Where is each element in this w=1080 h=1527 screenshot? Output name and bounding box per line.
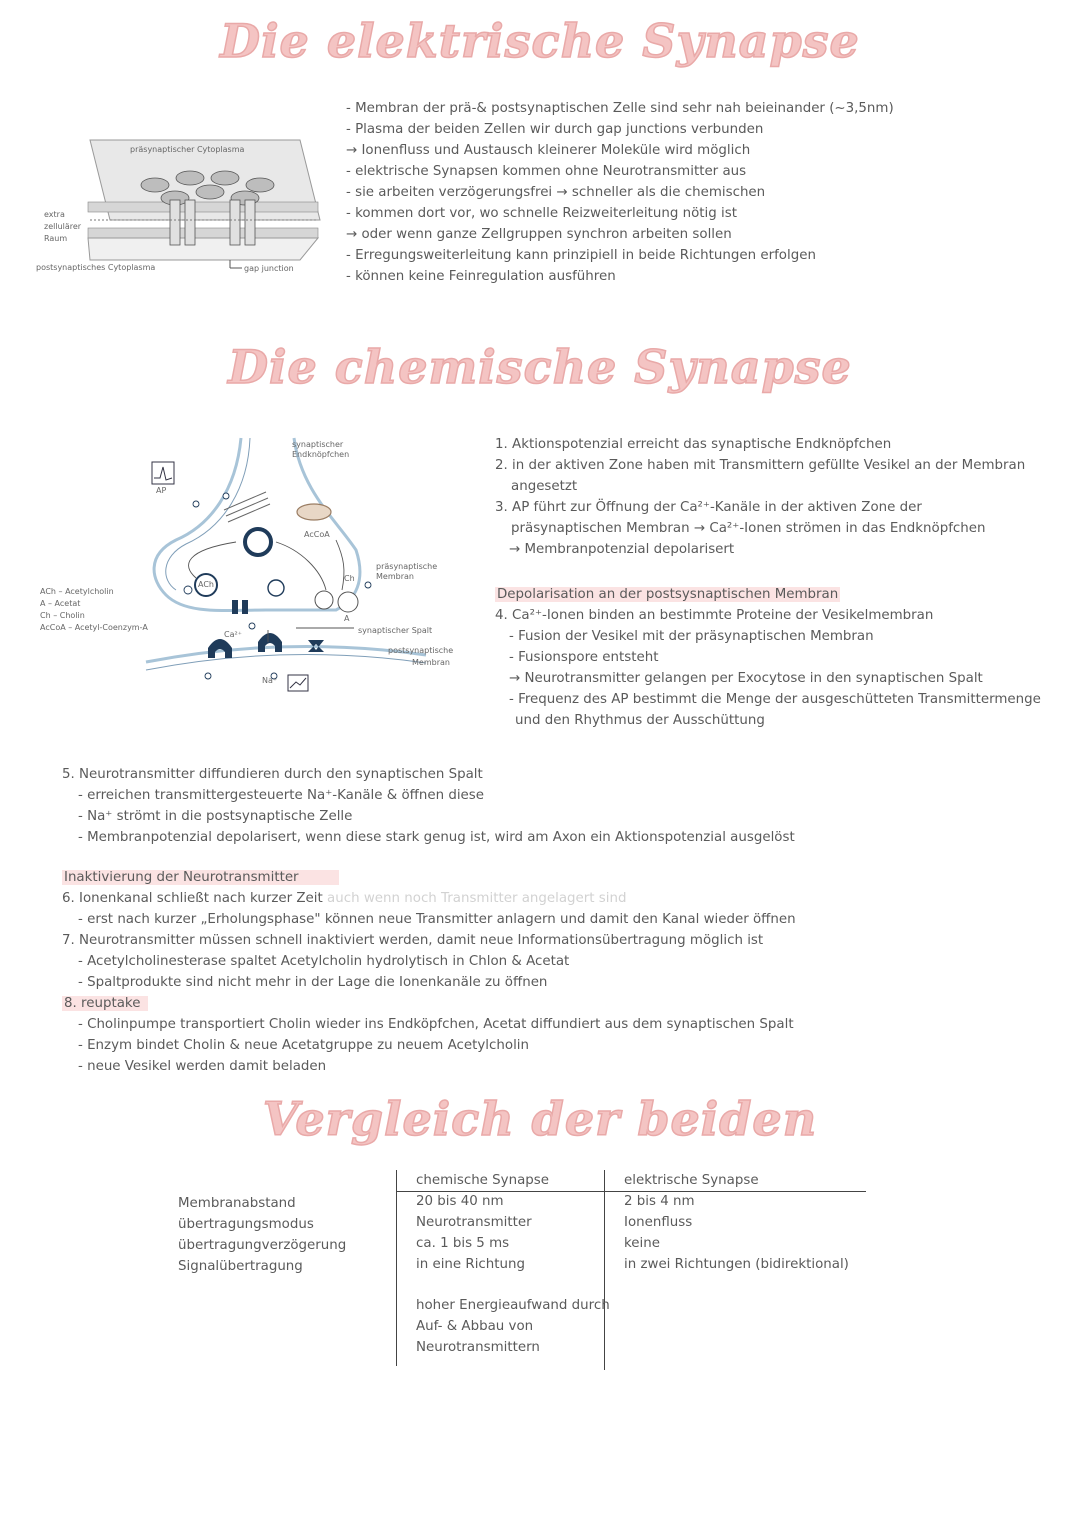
ch-label: Ch xyxy=(344,574,355,583)
pre-membrane-label-2: Membran xyxy=(376,572,414,581)
electrical-synapse-notes xyxy=(346,98,894,287)
reuptake-heading: 8. reuptake xyxy=(62,996,148,1011)
cell: ca. 1 bis 5 ms xyxy=(416,1236,510,1251)
cell: Ionenfluss xyxy=(624,1215,693,1230)
na-label: Na⁺ xyxy=(262,676,278,685)
step-line: - neue Vesikel werden damit beladen xyxy=(78,1059,327,1074)
step-line: - Fusion der Vesikel mit der präsynaptischen Membran xyxy=(509,629,874,644)
table-col-electrical xyxy=(624,1170,849,1275)
step-line: 7. Neurotransmitter müssen schnell inaktiviert werden, damit neue Informationsübertragung möglich ist xyxy=(62,933,764,948)
col-header-electrical: elektrische Synapse xyxy=(624,1173,759,1188)
step-line: - Fusionspore entsteht xyxy=(509,650,659,665)
extracellular-label-1: extra xyxy=(44,210,65,219)
extracellular-label-2: zellulärer xyxy=(44,222,82,231)
note-line: - elektrische Synapsen kommen ohne Neurotransmitter aus xyxy=(346,164,747,179)
title-chemische-synapse: Die chemische Synapse xyxy=(228,340,852,394)
note-line: - Membran der prä-& postsynaptischen Zelle sind sehr nah beieinander (~3,5nm) xyxy=(346,101,894,116)
legend-item: Ch – Cholin xyxy=(40,611,85,620)
electrical-synapse-diagram xyxy=(30,130,330,280)
chemical-step-5 xyxy=(62,764,795,848)
extracellular-label-3: Raum xyxy=(44,234,68,243)
title-elektrische-synapse: Die elektrische Synapse xyxy=(220,14,860,68)
chemical-step-4 xyxy=(495,584,1041,731)
step-line: angesetzt xyxy=(511,479,578,494)
legend-item: ACh – Acetylcholin xyxy=(40,587,114,596)
cell: keine xyxy=(624,1236,660,1251)
note-line: - können keine Feinregulation ausführen xyxy=(346,269,616,284)
note-line: - Plasma der beiden Zellen wir durch gap junctions verbunden xyxy=(346,122,764,137)
table-divider-left xyxy=(396,1170,397,1366)
cell: in eine Richtung xyxy=(416,1257,526,1272)
note-line: → Ionenfluss und Austausch kleinerer Moleküle wird möglich xyxy=(346,143,751,158)
legend-item: A – Acetat xyxy=(40,599,81,608)
note-line: - kommen dort vor, wo schnelle Reizweiterleitung nötig ist xyxy=(346,206,737,221)
a-label: A xyxy=(344,614,350,623)
step-line: 4. Ca²⁺-Ionen binden an bestimmte Proteine der Vesikelmembran xyxy=(495,608,934,623)
table-row-labels xyxy=(178,1193,346,1277)
step-line: - Frequenz des AP bestimmt die Menge der ausgeschütteten Transmittermenge xyxy=(509,692,1041,707)
post-membrane-label-2: Membran xyxy=(412,658,450,667)
step-line: → Membranpotenzial depolarisert xyxy=(509,542,735,557)
cell: 2 bis 4 nm xyxy=(624,1194,695,1209)
pre-membrane-label-1: präsynaptische xyxy=(376,562,438,571)
step-line: - Spaltprodukte sind nicht mehr in der Lage die Ionenkanäle zu öffnen xyxy=(78,975,548,990)
step6-faint: auch wenn noch Transmitter angelagert sind xyxy=(327,891,627,906)
ca-label: Ca²⁺ xyxy=(224,630,242,639)
step-line: - Enzym bindet Cholin & neue Acetatgruppe zu neuem Acetylcholin xyxy=(78,1038,529,1053)
note-line: - sie arbeiten verzögerungsfrei → schneller als die chemischen xyxy=(346,185,766,200)
ach-vesicle-label: ACh xyxy=(198,580,214,589)
row-label: übertragungsmodus xyxy=(178,1217,314,1232)
step-line: - Acetylcholinesterase spaltet Acetylcholin hydrolytisch in Chlon & Acetat xyxy=(78,954,570,969)
accoa-label: AcCoA xyxy=(304,530,330,539)
chemical-synapse-diagram xyxy=(36,430,476,700)
row-label: übertragungverzögerung xyxy=(178,1238,347,1253)
cell-extra: hoher Energieaufwand durch xyxy=(416,1298,610,1313)
step-line: und den Rhythmus der Ausschüttung xyxy=(515,713,765,728)
presynaptic-cytoplasm-label: präsynaptischer Cytoplasma xyxy=(130,145,245,154)
step6-main: 6. Ionenkanal schließt nach kurzer Zeit xyxy=(62,891,323,906)
step-line: → Neurotransmitter gelangen per Exocytose in den synaptischen Spalt xyxy=(509,671,983,686)
chemical-steps-1-3 xyxy=(495,434,1025,560)
note-line: → oder wenn ganze Zellgruppen synchron arbeiten sollen xyxy=(346,227,732,242)
step-line: 5. Neurotransmitter diffundieren durch den synaptischen Spalt xyxy=(62,767,483,782)
step-line: - Cholinpumpe transportiert Cholin wieder ins Endköpfchen, Acetat diffundiert aus dem synaptischen Spalt xyxy=(78,1017,794,1032)
step-line: 2. in der aktiven Zone haben mit Transmittern gefüllte Vesikel an der Membran xyxy=(495,458,1026,473)
step-line: - Membranpotenzial depolarisert, wenn diese stark genug ist, wird am Axon ein Aktionspotenzial ausgelöst xyxy=(78,830,795,845)
postsynaptic-cytoplasm-label: postsynaptisches Cytoplasma xyxy=(36,263,156,272)
title-vergleich: Vergleich der beiden xyxy=(262,1092,818,1146)
step-line: - erst nach kurzer „Erholungsphase" können neue Transmitter anlagern und damit den Kanal wieder öffnen xyxy=(78,912,796,927)
cell: Neurotransmitter xyxy=(416,1215,532,1230)
step-line: 3. AP führt zur Öffnung der Ca²⁺-Kanäle in der aktiven Zone der xyxy=(495,500,922,515)
post-membrane-label-1: postsynaptische xyxy=(388,646,454,655)
legend-item: AcCoA – Acetyl-Coenzym-A xyxy=(40,623,148,632)
terminal-label-1: synaptischer xyxy=(292,440,344,449)
terminal-label-2: Endknöpfchen xyxy=(292,450,350,459)
cleft-label: synaptischer Spalt xyxy=(358,626,433,635)
row-label: Signalübertragung xyxy=(178,1259,303,1274)
inactivation-heading: Inaktivierung der Neurotransmitter xyxy=(62,870,339,885)
col-header-chemical: chemische Synapse xyxy=(416,1173,550,1188)
cell: in zwei Richtungen (bidirektional) xyxy=(624,1257,849,1272)
step-line: 1. Aktionspotenzial erreicht das synaptische Endknöpfchen xyxy=(495,437,892,452)
chemical-steps-6-8 xyxy=(62,867,796,1077)
gap-junction-label: gap junction xyxy=(244,264,294,273)
step-line: präsynaptischen Membran → Ca²⁺-Ionen strömen in das Endknöpfchen xyxy=(511,521,986,536)
table-col-chemical xyxy=(416,1170,610,1358)
cell-extra: Neurotransmittern xyxy=(416,1340,540,1355)
depolarisation-heading: Depolarisation an der postsysnaptischen Membran xyxy=(497,587,839,602)
ap-label: AP xyxy=(156,486,167,495)
cell: 20 bis 40 nm xyxy=(416,1194,504,1209)
step-line: - erreichen transmittergesteuerte Na⁺-Kanäle & öffnen diese xyxy=(78,788,485,803)
row-label: Membranabstand xyxy=(178,1196,296,1211)
step-line: - Na⁺ strömt in die postsynaptische Zelle xyxy=(78,809,353,824)
note-line: - Erregungsweiterleitung kann prinzipiell in beide Richtungen erfolgen xyxy=(346,248,816,263)
cell-extra: Auf- & Abbau von xyxy=(416,1319,534,1334)
